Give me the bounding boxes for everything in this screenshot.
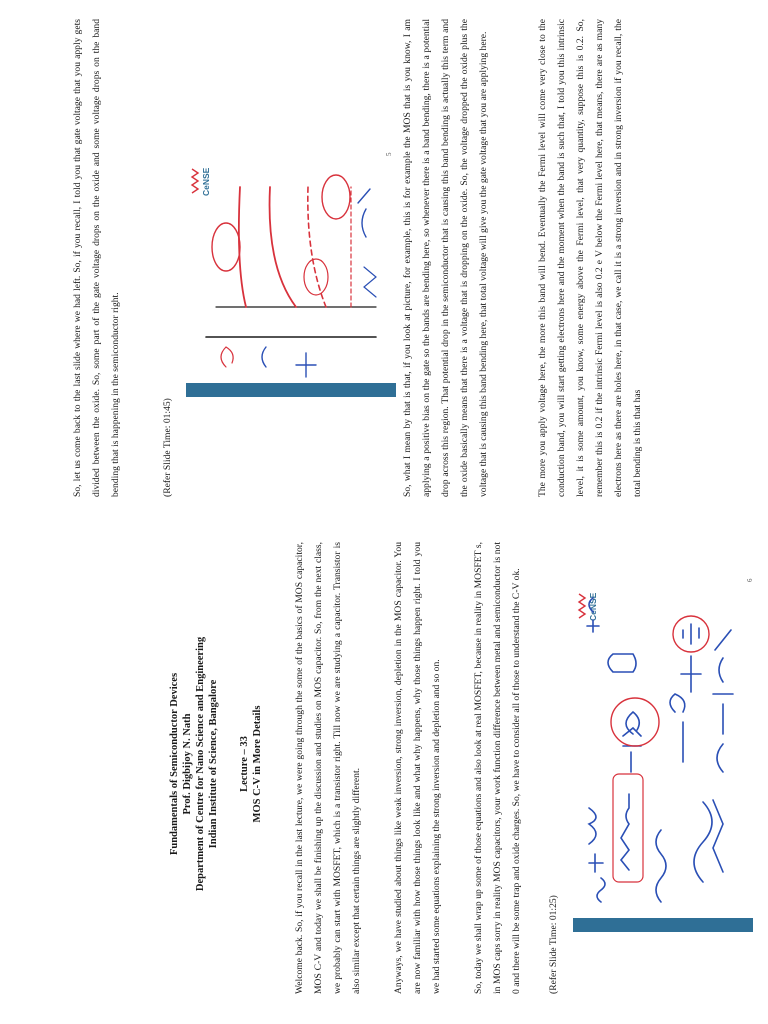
svg-text:CeNSE: CeNSE	[201, 167, 211, 196]
handwritten-equations	[573, 586, 753, 932]
paragraph-band-bending: So, what I mean by that is that, if you look at picture, for example, this is for example the MOS that is you know, I am applying a positive bias on the gate so the bands are bending here, so whenever there is a band bending, there is a potential drop across this region. That potential drop in the semiconductor that is causing this band bending is actually this term and the oxide basically means that there is a voltage that is dropping on the oxide. So, the voltage dropped the oxide plus the voltage that is causing this band bending here, that total voltage will give you the gate voltage that you are applying here.	[402, 19, 489, 497]
svg-text:CeNSE: CeNSE	[588, 592, 598, 621]
paragraph-gate-voltage: So, let us come back to the last slide where we had left. So, if you recall, I told you that gate voltage that you apply gets divided between the oxide. So, some part of the gate voltage drops on the oxide and some voltage drops on the band bending that is happening in the semiconductor right.	[72, 19, 121, 497]
professor-name: Prof. Digbijoy N. Nath	[182, 713, 193, 815]
right-column	[0, 4, 768, 509]
paragraph-intro: Welcome back. So, if you recall in the last lecture, we were going through the some of the basics of MOS capacitor, MOS C-V and today we shall be finishing up the discussion and studies on MOS capacitor. So, from the next class, we probably can start with MOSFET, which is a transistor right. Till now we are studying a capacitor. Transistor is also similar except that certain things are slightly different.	[294, 542, 362, 994]
document-header	[168, 544, 220, 984]
lecture-slide-equations	[573, 586, 753, 932]
lecture-number: Lecture – 33	[239, 736, 250, 792]
paragraph-real-mos: So, today we shall wrap up some of those equations and also look at real MOSFET, because in reality in MOSFET s, in MOS caps sorry in reality MOS capacitors, your work function difference between metal and semiconductor is not 0 and there will be some trap and oxide charges. So, we have to consider all of those to understand the C-V ok.	[473, 542, 522, 994]
institute-name: Indian Institute of Science, Bangalore	[208, 679, 219, 849]
refer-slide-time: (Refer Slide Time: 01:45)	[162, 398, 173, 497]
lecture-heading	[238, 544, 264, 984]
lecture-title: MOS C-V in More Details	[252, 705, 263, 823]
lecture-slide-band-diagram	[186, 161, 396, 397]
paragraph-strong-inversion: The more you apply voltage here, the more this band will bend. Eventually the Fermi level will come very close to the conduction band, you will start getting electrons here and the moment when the band is such that, I told you this intrinsic level, it is some amount, you know, some energy above the Fermi level, that very quantity, suppose this is 0.2. So, remember this is 0.2 if the intrinsic Fermi level is also 0.2 e V below the Fermi level here, that means, there are as many electrons here as there are holes here, in that case, we call it is a strong inversion and in strong inversion if you recall, the total bending is this that has	[537, 19, 643, 497]
course-title: Fundamentals of Semiconductor Devices	[169, 672, 180, 856]
handwritten-band-diagram	[186, 161, 396, 397]
left-column	[0, 514, 768, 1014]
department-name: Department of Centre for Nano Science and Engineering	[195, 636, 206, 892]
paragraph-inversion: Anyways, we have studied about things like weak inversion, strong inversion, depletion in the MOS capacitor. You are now familiar with how those things look like and what why happens, why those things happen right. I told you we had started some equations explaining the strong inversion and depletion and so on.	[393, 542, 442, 994]
refer-slide-time: (Refer Slide Time: 01:25)	[548, 895, 559, 994]
page-number: 5	[385, 152, 393, 156]
page-number: 6	[746, 578, 754, 582]
